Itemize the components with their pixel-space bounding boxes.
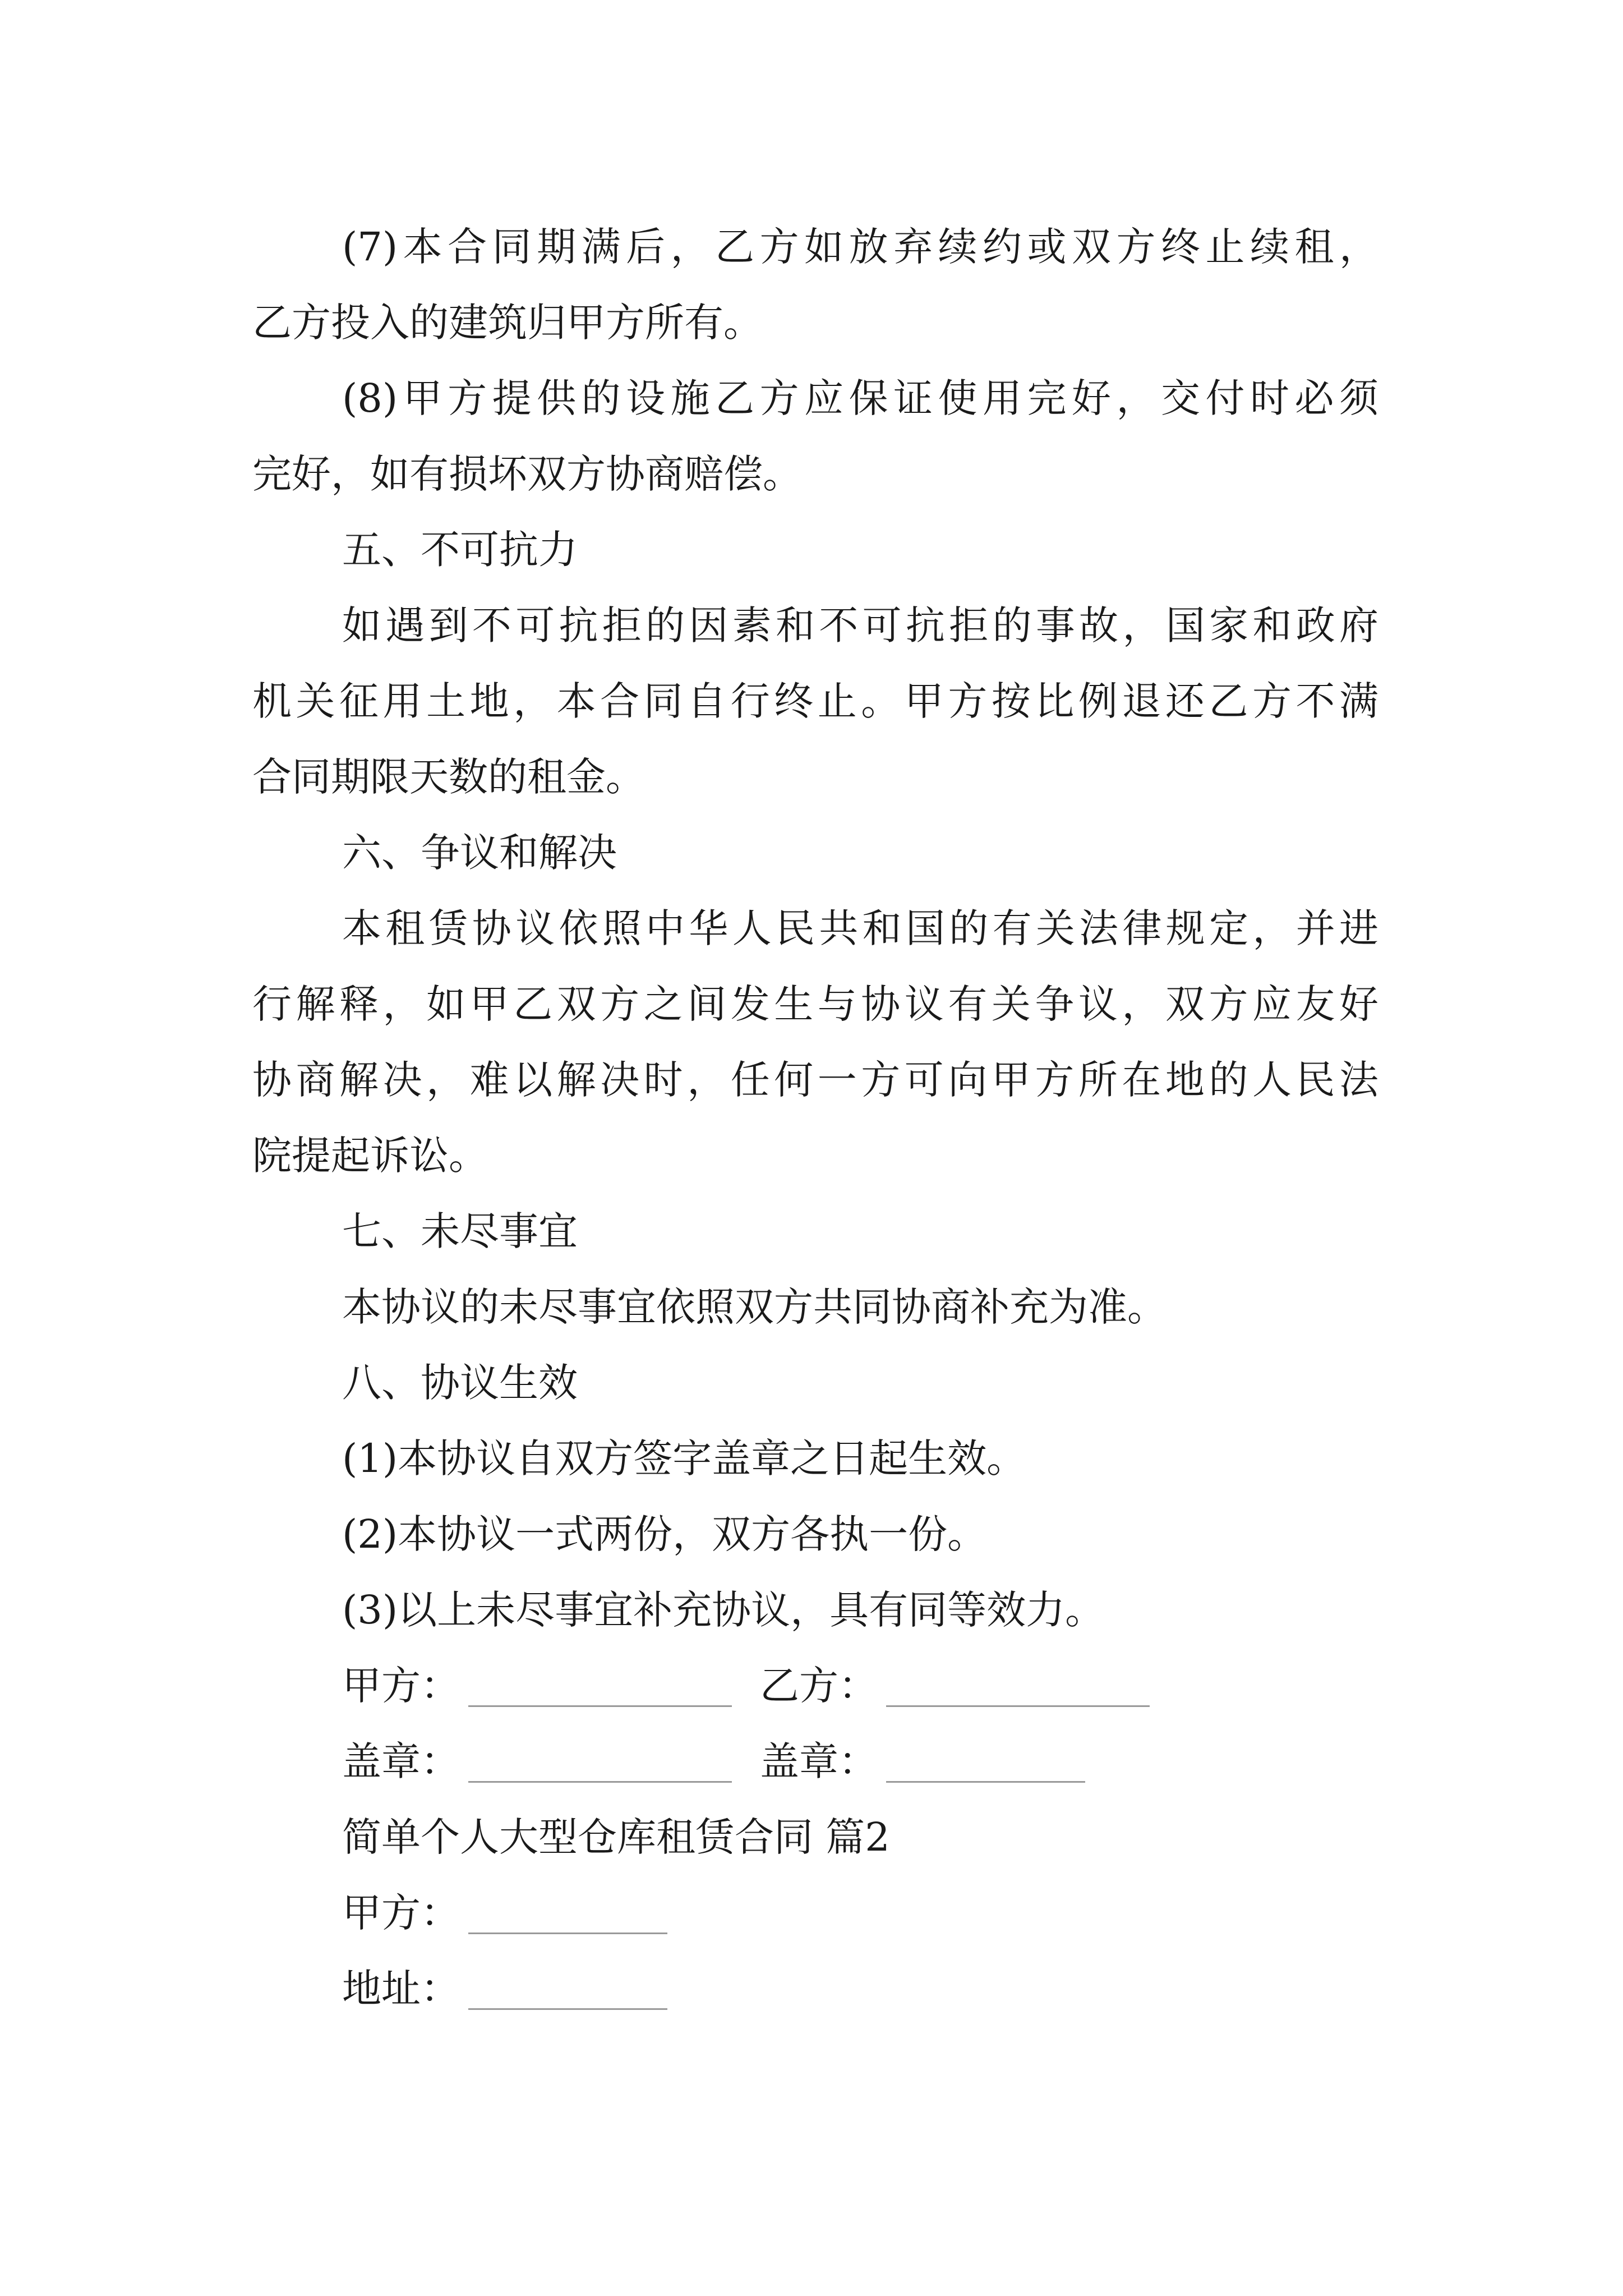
party-b-label: 乙方： <box>760 1663 878 1709</box>
section-8-item-1: (1)本协议自双方签字盖章之日起生效。 <box>342 1435 1026 1481</box>
seal-b-blank <box>886 1781 1085 1783</box>
next-party-a-label: 甲方： <box>342 1890 460 1936</box>
section-6-line-4: 院提起诉讼。 <box>252 1133 488 1179</box>
next-address-label: 地址： <box>342 1966 460 2012</box>
section-8-item-2: (2)本协议一式两份，双方各执一份。 <box>342 1511 987 1557</box>
section-8-heading: 八、协议生效 <box>342 1360 578 1406</box>
section-5-line-1: 如遇到不可抗拒的因素和不可抗拒的事故，国家和政府 <box>342 602 1378 648</box>
section-7-line-1: 本协议的未尽事宜依照双方共同协商补充为准。 <box>342 1284 1166 1330</box>
section-6-heading: 六、争议和解决 <box>342 830 617 876</box>
section-5-heading: 五、不可抗力 <box>342 527 578 573</box>
section-7-heading: 七、未尽事宜 <box>342 1208 578 1254</box>
section-8-item-3: (3)以上未尽事宜补充协议，具有同等效力。 <box>342 1587 1105 1633</box>
party-a-blank <box>468 1705 732 1707</box>
clause-8-line-1: (8)甲方提供的设施乙方应保证使用完好，交付时必须 <box>342 375 1378 421</box>
seal-a-label: 盖章： <box>342 1738 460 1784</box>
clause-8-line-2: 完好，如有损坏双方协商赔偿。 <box>252 451 802 497</box>
section-6-line-1: 本租赁协议依照中华人民共和国的有关法律规定，并进 <box>342 905 1378 951</box>
section-5-line-2: 机关征用土地，本合同自行终止。甲方按比例退还乙方不满 <box>252 678 1378 724</box>
party-b-blank <box>886 1705 1150 1707</box>
seal-b-label: 盖章： <box>760 1738 878 1784</box>
section-6-line-3: 协商解决，难以解决时，任何一方可向甲方所在地的人民法 <box>252 1057 1378 1103</box>
clause-7-line-2: 乙方投入的建筑归甲方所有。 <box>252 300 763 346</box>
next-contract-title: 简单个人大型仓库租赁合同 篇2 <box>342 1814 890 1860</box>
section-5-line-3: 合同期限天数的租金。 <box>252 754 645 800</box>
seal-a-blank <box>468 1781 732 1783</box>
next-address-blank <box>468 2008 667 2010</box>
clause-7-line-1: (7)本合同期满后，乙方如放弃续约或双方终止续租， <box>342 224 1378 270</box>
section-6-line-2: 行解释，如甲乙双方之间发生与协议有关争议，双方应友好 <box>252 981 1378 1027</box>
party-a-label: 甲方： <box>342 1663 460 1709</box>
next-party-a-blank <box>468 1932 667 1934</box>
